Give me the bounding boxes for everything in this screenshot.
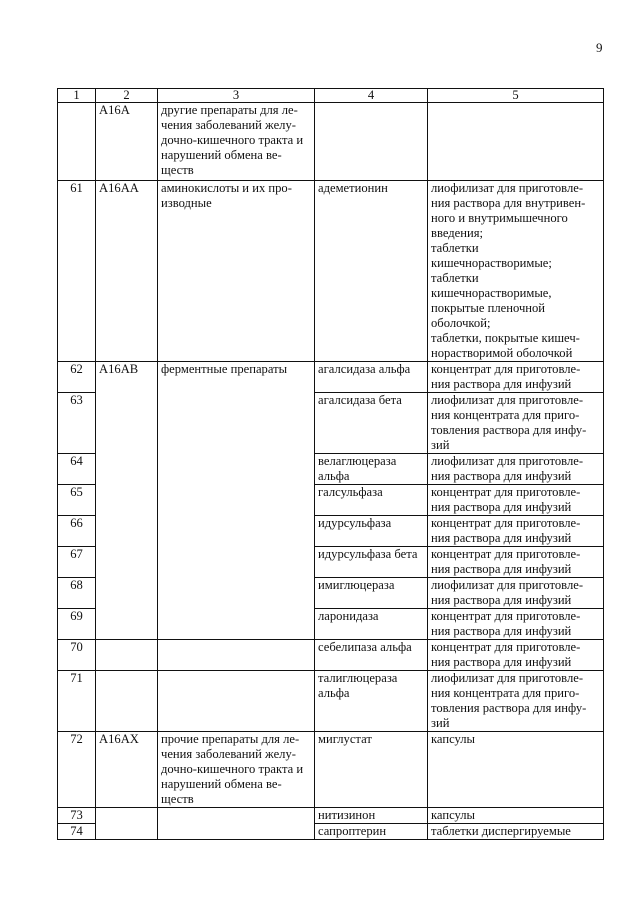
group-name — [158, 808, 315, 840]
row-number: 63 — [58, 393, 96, 454]
drug-name: ларонидаза — [315, 609, 428, 640]
drug-name: сапроптерин — [315, 824, 428, 840]
table-row — [58, 362, 604, 393]
dosage-form — [428, 547, 604, 578]
atc-code — [96, 640, 158, 671]
row-number: 62 — [58, 362, 96, 393]
group-text: аминокислоты и их про- изводные — [161, 181, 292, 210]
row-number: 74 — [58, 824, 96, 840]
column-header: 5 — [428, 89, 604, 103]
dosage-form — [428, 103, 604, 181]
page-number: 9 — [596, 40, 603, 55]
dosage-form: капсулы — [428, 732, 604, 808]
row-number: 72 — [58, 732, 96, 808]
dosage-form — [428, 609, 604, 640]
row-number: 66 — [58, 516, 96, 547]
row-number: 67 — [58, 547, 96, 578]
dosage-form — [428, 671, 604, 732]
form-text: лиофилизат для приготовле- ния концентрата для приго- товления раствора для инфу- зий — [431, 671, 587, 730]
group-name — [158, 671, 315, 732]
column-header: 2 — [96, 89, 158, 103]
dosage-form — [428, 454, 604, 485]
row-number: 65 — [58, 485, 96, 516]
group-name — [158, 181, 315, 362]
table-row — [58, 181, 604, 362]
atc-code: A16AX — [96, 732, 158, 808]
row-number: 68 — [58, 578, 96, 609]
group-name: ферментные препараты — [158, 362, 315, 640]
dosage-form — [428, 516, 604, 547]
form-text: концентрат для приготовле- ния раствора для инфузий — [431, 516, 581, 545]
row-number: 70 — [58, 640, 96, 671]
drug-name — [315, 454, 428, 485]
atc-code: A16AB — [96, 362, 158, 640]
dosage-form — [428, 578, 604, 609]
row-number: 61 — [58, 181, 96, 362]
form-text: лиофилизат для приготовле- ния раствора для внутривен- ного и внутримышечного введения; таблетки кишечнорастворимые; таблетки кишечнорастворимые, покрытые пленочной оболочкой; таблетки, покрытые кишеч- норастворимой оболочкой — [431, 181, 586, 360]
drug-name: идурсульфаза — [315, 516, 428, 547]
column-header: 1 — [58, 89, 96, 103]
column-header: 3 — [158, 89, 315, 103]
table-row — [58, 103, 604, 181]
atc-code: A16AA — [96, 181, 158, 362]
table-row — [58, 808, 604, 824]
form-text: лиофилизат для приготовле- ния раствора для инфузий — [431, 578, 584, 607]
dosage-form — [428, 362, 604, 393]
dosage-form: капсулы — [428, 808, 604, 824]
table-row — [58, 671, 604, 732]
group-name — [158, 732, 315, 808]
drug-name: нитизинон — [315, 808, 428, 824]
group-name — [158, 103, 315, 181]
form-text: концентрат для приготовле- ния раствора для инфузий — [431, 362, 581, 391]
dosage-form: таблетки диспергируемые — [428, 824, 604, 840]
column-header: 4 — [315, 89, 428, 103]
drug-table — [57, 88, 604, 840]
table-header-row — [58, 89, 604, 103]
drug-name: галсульфаза — [315, 485, 428, 516]
dosage-form — [428, 181, 604, 362]
drug-text: талиглюцераза альфа — [318, 671, 398, 700]
atc-code — [96, 808, 158, 840]
drug-name: имиглюцераза — [315, 578, 428, 609]
drug-name: идурсульфаза бета — [315, 547, 428, 578]
drug-name: адеметионин — [315, 181, 428, 362]
dosage-form — [428, 393, 604, 454]
form-text: концентрат для приготовле- ния раствора для инфузий — [431, 547, 581, 576]
row-number: 73 — [58, 808, 96, 824]
group-text: прочие препараты для ле- чения заболеваний желу- дочно-кишечного тракта и нарушений обмена ве- ществ — [161, 732, 304, 806]
form-text: концентрат для приготовле- ния раствора для инфузий — [431, 485, 581, 514]
group-text: другие препараты для ле- чения заболеваний желу- дочно-кишечного тракта и нарушений обмена ве- ществ — [161, 103, 304, 177]
group-name — [158, 640, 315, 671]
drug-name — [315, 103, 428, 181]
dosage-form — [428, 485, 604, 516]
row-number: 64 — [58, 454, 96, 485]
drug-name: себелипаза альфа — [315, 640, 428, 671]
form-text: концентрат для приготовле- ния раствора для инфузий — [431, 640, 581, 669]
row-number — [58, 103, 96, 181]
form-text: лиофилизат для приготовле- ния раствора для инфузий — [431, 454, 584, 483]
table-row — [58, 732, 604, 808]
drug-text: велаглюцераза альфа — [318, 454, 397, 483]
table-row — [58, 640, 604, 671]
drug-name: агалсидаза альфа — [315, 362, 428, 393]
drug-name — [315, 671, 428, 732]
row-number: 69 — [58, 609, 96, 640]
dosage-form — [428, 640, 604, 671]
drug-name: агалсидаза бета — [315, 393, 428, 454]
drug-name: миглустат — [315, 732, 428, 808]
atc-code — [96, 671, 158, 732]
form-text: лиофилизат для приготовле- ния концентрата для приго- товления раствора для инфу- зий — [431, 393, 587, 452]
form-text: концентрат для приготовле- ния раствора для инфузий — [431, 609, 581, 638]
atc-code: A16A — [96, 103, 158, 181]
row-number: 71 — [58, 671, 96, 732]
